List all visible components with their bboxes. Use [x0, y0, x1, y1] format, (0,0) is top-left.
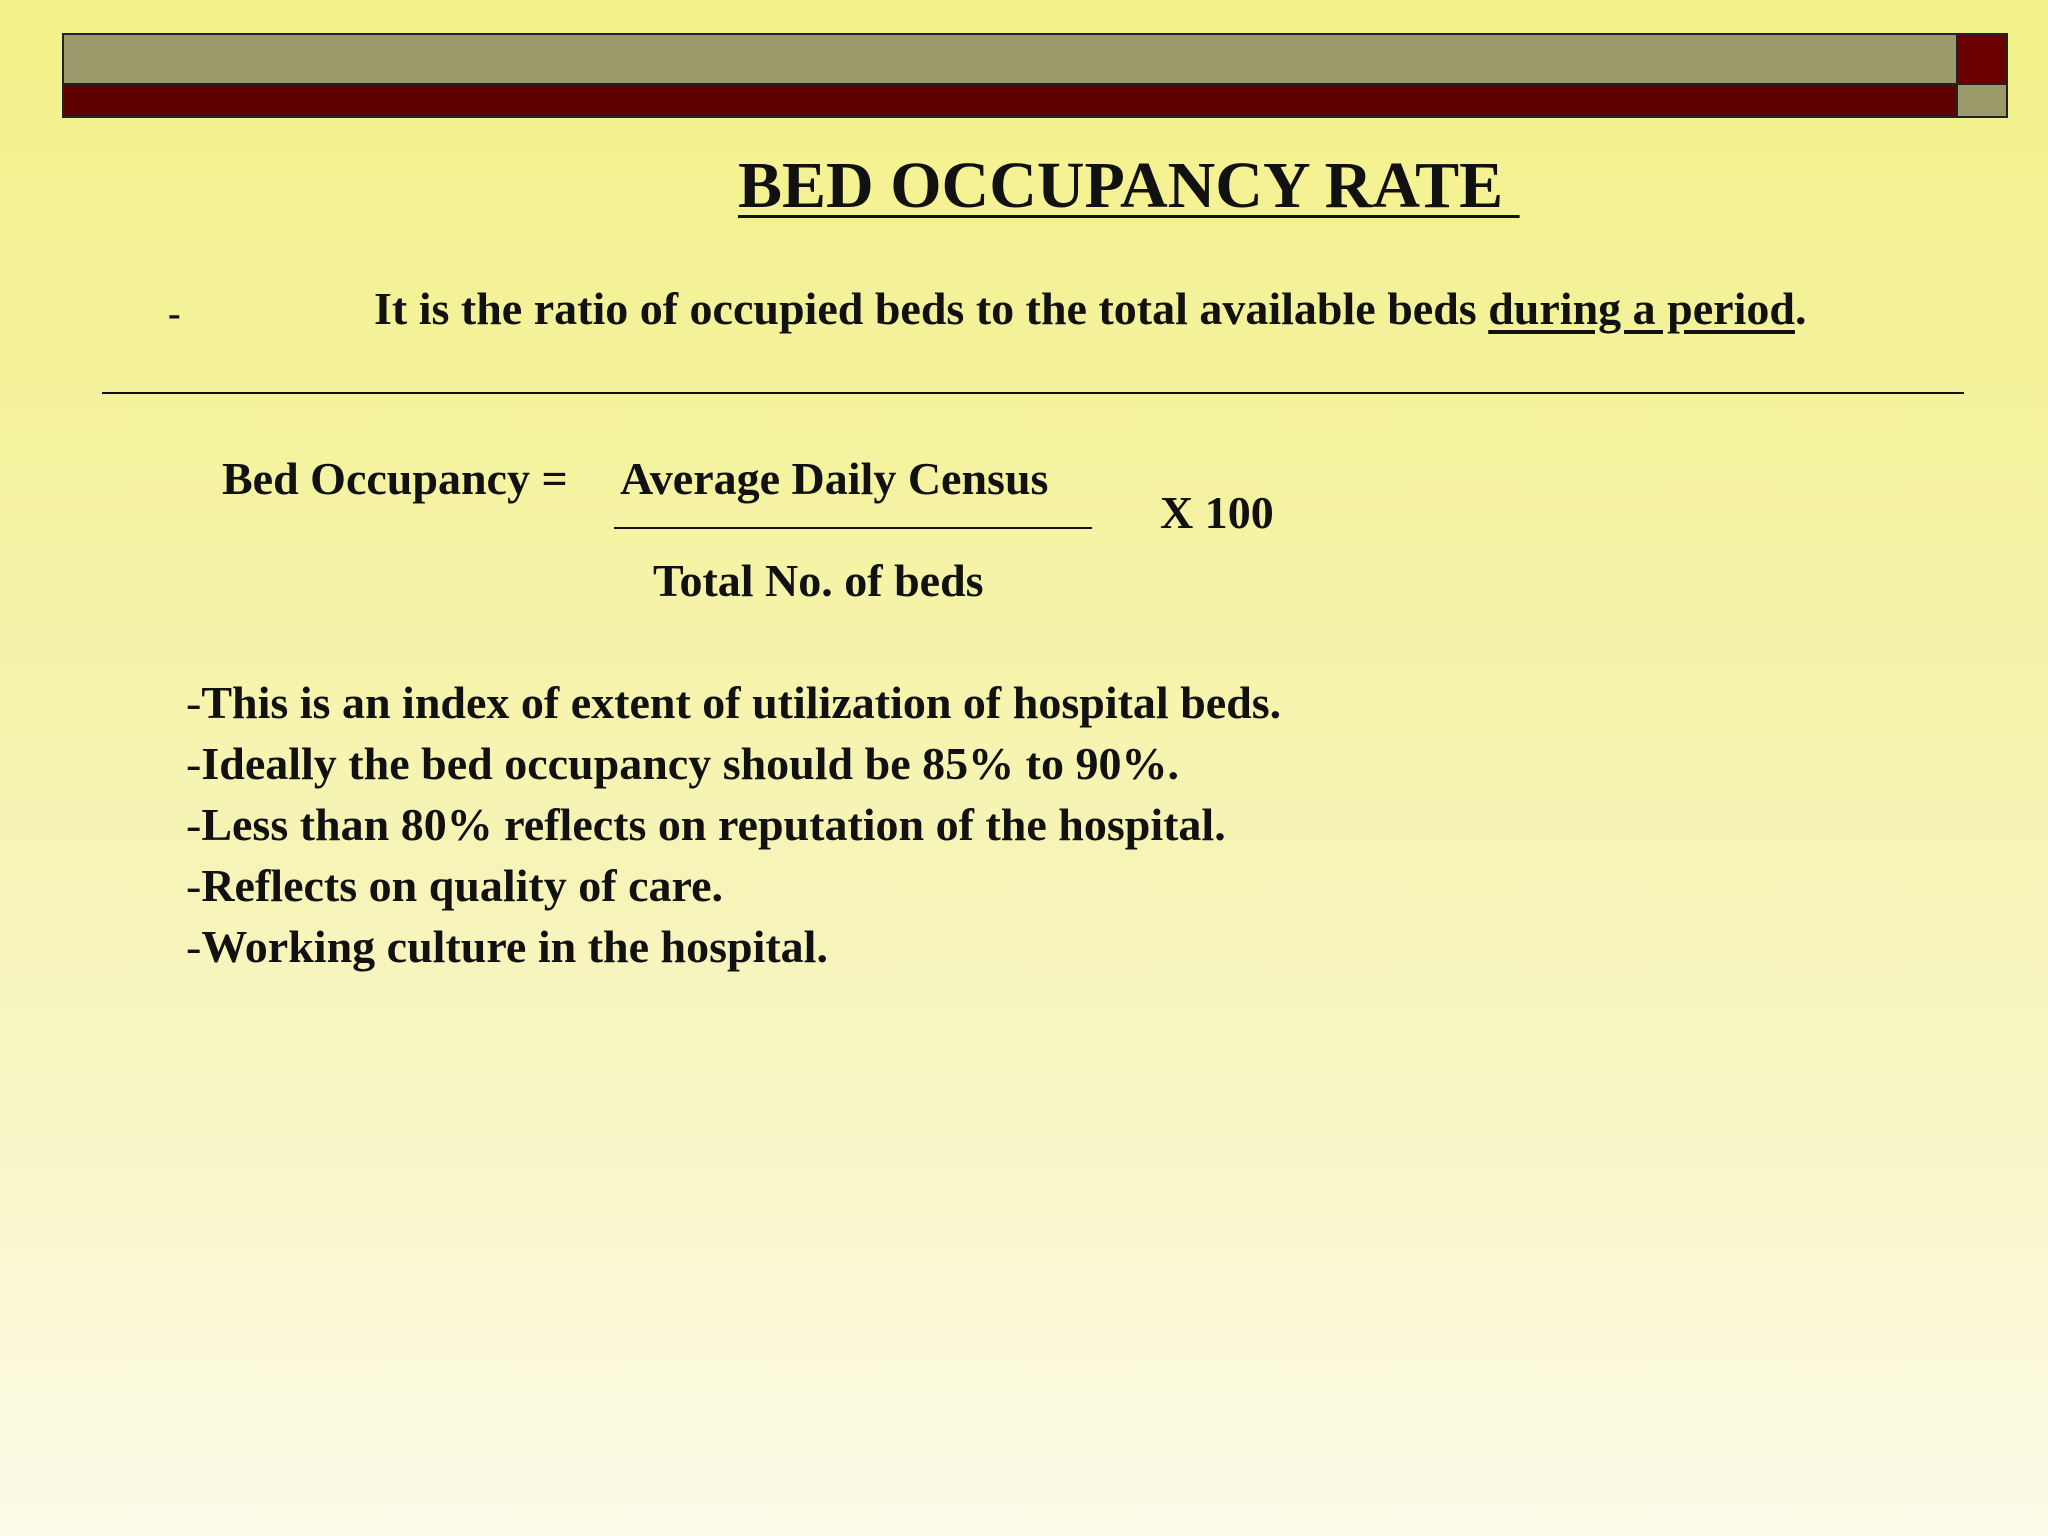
formula-numerator: Average Daily Census	[620, 453, 1049, 504]
definition-underlined: during a period	[1488, 283, 1795, 334]
bullet-dash: -	[186, 921, 202, 972]
header-corner-square-olive	[1956, 85, 2008, 118]
slide-title: BED OCCUPANCY RATE	[738, 149, 1520, 222]
formula-lhs: Bed Occupancy =	[222, 453, 568, 504]
header-corner-square-maroon	[1956, 33, 2008, 85]
list-item	[186, 794, 1281, 855]
bullet-text: Ideally the bed occupancy should be 85% to 90%.	[201, 738, 1179, 789]
horizontal-rule	[102, 392, 1964, 394]
definition-main: It is the ratio of occupied beds to the total available beds	[374, 283, 1489, 334]
list-item	[186, 672, 1281, 733]
bullet-text: Less than 80% reflects on reputation of the hospital.	[201, 799, 1226, 850]
bullet-dash: -	[186, 738, 202, 789]
definition-text	[374, 282, 1806, 335]
formula-denominator: Total No. of beds	[653, 555, 984, 606]
bullet-dash: -	[186, 799, 202, 850]
header-bar-maroon	[62, 85, 1958, 118]
list-item	[186, 916, 1281, 977]
list-item	[186, 733, 1281, 794]
formula-multiplier: X 100	[1160, 487, 1274, 538]
bullet-dash: -	[186, 860, 202, 911]
bullet-dash: -	[186, 677, 202, 728]
definition-end: .	[1794, 283, 1807, 334]
definition-dash: -	[168, 293, 181, 335]
list-item	[186, 855, 1281, 916]
header-bar-olive	[62, 33, 1958, 85]
bullet-text: This is an index of extent of utilization of hospital beds.	[201, 677, 1282, 728]
bullet-list	[186, 672, 1281, 977]
fraction-bar	[614, 527, 1092, 529]
bullet-text: Reflects on quality of care.	[201, 860, 723, 911]
bullet-text: Working culture in the hospital.	[201, 921, 828, 972]
